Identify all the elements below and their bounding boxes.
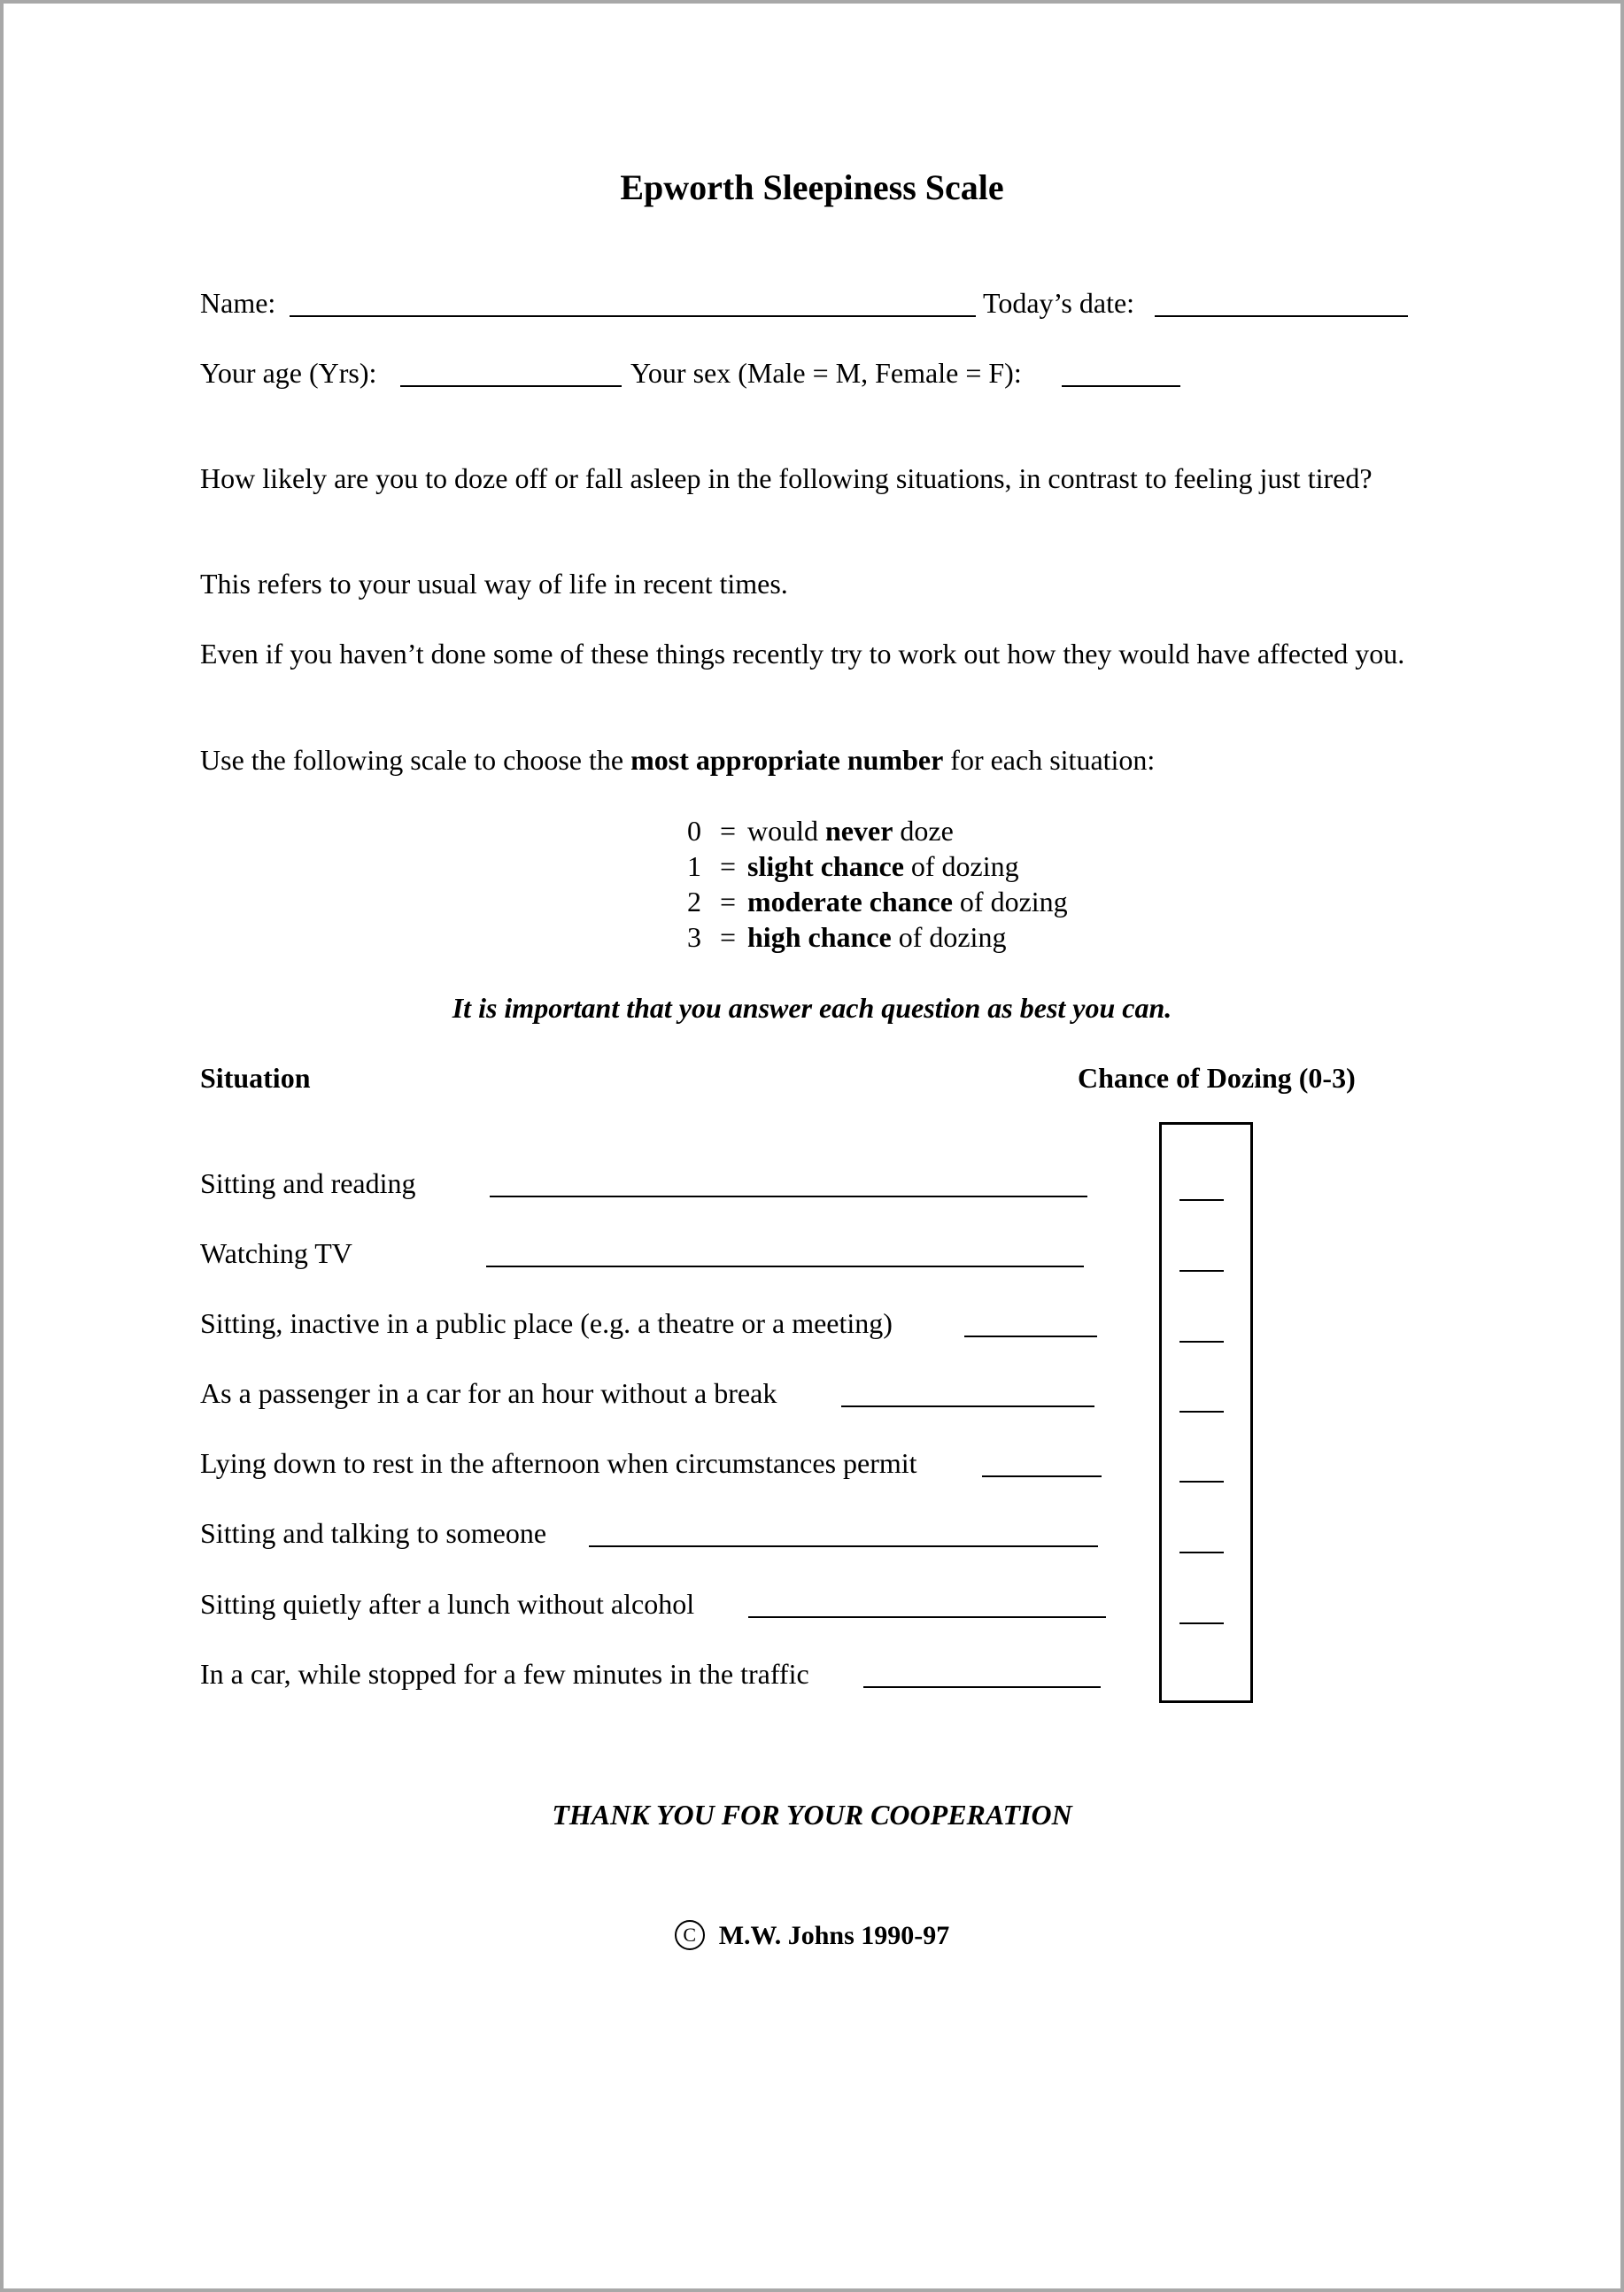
situation-passenger: As a passenger in a car for an hour without a break bbox=[200, 1377, 777, 1409]
age-field[interactable] bbox=[400, 385, 622, 387]
page-title: Epworth Sleepiness Scale bbox=[620, 167, 1004, 207]
instruction-likelihood: How likely are you to doze off or fall asleep in the following situations, in contrast to feeling just tired? bbox=[200, 462, 1373, 494]
sex-label: Your sex (Male = M, Female = F): bbox=[630, 357, 1022, 389]
scale-text-bold: high chance bbox=[747, 921, 892, 953]
instruction-scale-after: for each situation: bbox=[943, 744, 1156, 776]
chance-header: Chance of Dozing (0-3) bbox=[1078, 1062, 1356, 1094]
scale-number: 3 bbox=[687, 921, 701, 953]
thank-you-note: THANK YOU FOR YOUR COOPERATION bbox=[552, 1799, 1072, 1831]
scale-number: 2 bbox=[687, 886, 701, 918]
scale-text-bold: moderate chance bbox=[747, 886, 953, 918]
important-note: It is important that you answer each question as best you can. bbox=[452, 992, 1172, 1024]
situation-leader-line bbox=[982, 1475, 1102, 1477]
answer-slot-reading[interactable] bbox=[1179, 1199, 1224, 1201]
name-label: Name: bbox=[200, 287, 276, 319]
copyright-text: M.W. Johns 1990-97 bbox=[718, 1921, 950, 1950]
scale-row-2 bbox=[687, 884, 1068, 919]
instruction-not-done: Even if you haven’t done some of these things recently try to work out how they would have affected you. bbox=[200, 638, 1405, 670]
age-label: Your age (Yrs): bbox=[200, 357, 377, 389]
situation-leader-line bbox=[841, 1405, 1094, 1407]
situation-reading: Sitting and reading bbox=[200, 1167, 416, 1199]
scale-equals: = bbox=[719, 921, 737, 953]
instruction-scale-before: Use the following scale to choose the bbox=[200, 744, 631, 776]
situation-leader-line bbox=[863, 1686, 1101, 1688]
copyright-icon: C bbox=[675, 1920, 705, 1950]
scale-number: 1 bbox=[687, 850, 701, 882]
situation-leader-line bbox=[748, 1616, 1106, 1618]
situation-car-traffic: In a car, while stopped for a few minutes in the traffic bbox=[200, 1658, 809, 1690]
copyright-line bbox=[4, 1918, 1620, 1954]
situation-lying-down: Lying down to rest in the afternoon when circumstances permit bbox=[200, 1447, 917, 1479]
situation-leader-line bbox=[486, 1266, 1084, 1267]
answer-slot-lying-down[interactable] bbox=[1179, 1481, 1224, 1483]
scale-text-post: doze bbox=[893, 815, 954, 847]
answer-slot-passenger[interactable] bbox=[1179, 1411, 1224, 1413]
scale-text-post: of dozing bbox=[903, 850, 1019, 882]
scale-row-0 bbox=[687, 813, 954, 848]
scale-text-pre: would bbox=[747, 815, 825, 847]
date-label: Today’s date: bbox=[983, 287, 1135, 319]
scale-number: 0 bbox=[687, 815, 701, 847]
answer-slot-tv[interactable] bbox=[1179, 1270, 1224, 1272]
answer-slot-talking[interactable] bbox=[1179, 1552, 1224, 1553]
scale-text-bold: never bbox=[825, 815, 893, 847]
answer-box bbox=[1159, 1122, 1253, 1703]
situation-public-place: Sitting, inactive in a public place (e.g. a theatre or a meeting) bbox=[200, 1307, 893, 1339]
situation-tv: Watching TV bbox=[200, 1237, 352, 1269]
instruction-scale bbox=[200, 742, 1422, 778]
scale-equals: = bbox=[719, 815, 737, 847]
scale-text-bold: slight chance bbox=[747, 850, 904, 882]
instruction-usual-life: This refers to your usual way of life in recent times. bbox=[200, 568, 788, 600]
situation-leader-line bbox=[589, 1545, 1098, 1547]
scale-text-post: of dozing bbox=[952, 886, 1068, 918]
situation-after-lunch: Sitting quietly after a lunch without alcohol bbox=[200, 1588, 695, 1620]
scale-text-post: of dozing bbox=[891, 921, 1007, 953]
answer-slot-after-lunch[interactable] bbox=[1179, 1622, 1224, 1624]
situation-header: Situation bbox=[200, 1062, 311, 1094]
scale-equals: = bbox=[719, 886, 737, 918]
name-field[interactable] bbox=[290, 315, 976, 317]
instruction-scale-bold: most appropriate number bbox=[630, 744, 944, 776]
sex-field[interactable] bbox=[1062, 385, 1180, 387]
situation-leader-line bbox=[490, 1196, 1087, 1197]
answer-slot-public-place[interactable] bbox=[1179, 1341, 1224, 1343]
scale-row-1 bbox=[687, 848, 1019, 884]
date-field[interactable] bbox=[1155, 315, 1408, 317]
scale-equals: = bbox=[719, 850, 737, 882]
scale-row-3 bbox=[687, 919, 1006, 955]
situation-talking: Sitting and talking to someone bbox=[200, 1517, 547, 1549]
situation-leader-line bbox=[964, 1336, 1097, 1337]
